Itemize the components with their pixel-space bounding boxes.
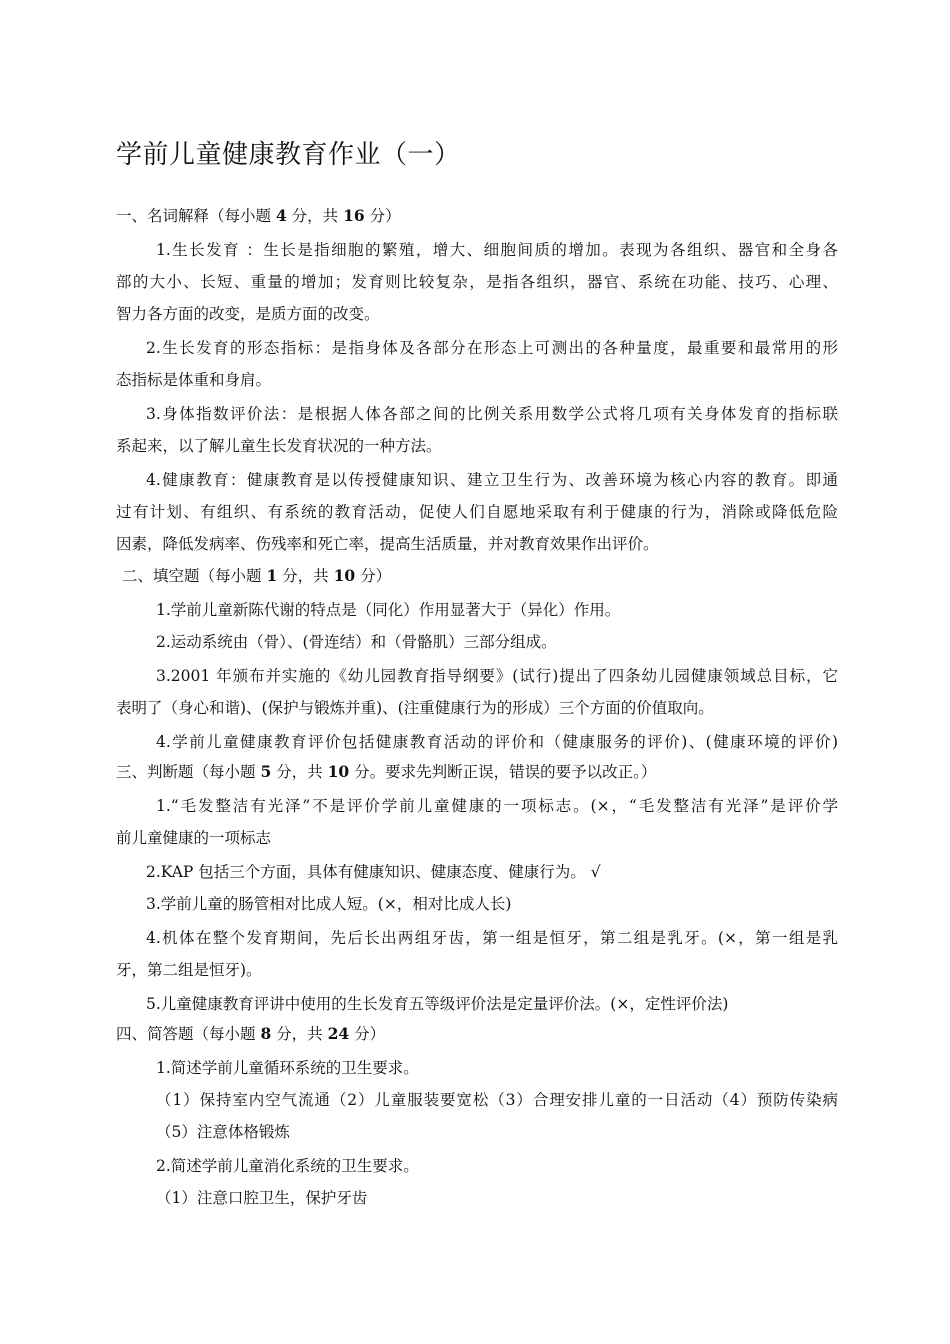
section-heading: 一、名词解释（每小题 4 分，共 16 分） (116, 206, 401, 225)
paragraph-line: 系起来，以了解儿童生长发育状况的一种方法。 (116, 437, 442, 455)
paragraph-line: 4.学前儿童健康教育评价包括健康教育活动的评价和（健康服务的评价)、(健康环境的评价) (156, 733, 838, 751)
paragraph-line: 部的大小、长短、重量的增加；发育则比较复杂，是指各组织，器官、系统在功能、技巧、心理、 (116, 273, 838, 291)
paragraph-line: 1.“毛发整洁有光泽”不是评价学前儿童健康的一项标志。(×，“毛发整洁有光泽”是评价学 (156, 797, 838, 815)
section-heading: 二、填空题（每小题 1 分，共 10 分） (122, 566, 392, 585)
paragraph-line: 4.健康教育：健康教育是以传授健康知识、建立卫生行为、改善环境为核心内容的教育。即通 (146, 471, 838, 489)
paragraph-line: 2.简述学前儿童消化系统的卫生要求。 (156, 1157, 419, 1175)
paragraph-line: 表明了（身心和谐)、(保护与锻炼并重)、(注重健康行为的形成）三个方面的价值取向。 (116, 699, 714, 717)
paragraph-line: （5）注意体格锻炼 (156, 1123, 290, 1141)
section-heading: 四、简答题（每小题 8 分，共 24 分） (116, 1024, 386, 1043)
paragraph-line: 3.身体指数评价法：是根据人体各部之间的比例关系用数学公式将几项有关身体发育的指标联 (146, 405, 838, 423)
paragraph-line: 因素，降低发病率、伤残率和死亡率，提高生活质量，并对教育效果作出评价。 (116, 535, 659, 553)
paragraph-line: 2.生长发育的形态指标：是指身体及各部分在形态上可测出的各种量度，最重要和最常用的形 (146, 339, 838, 357)
paragraph-line: 3.学前儿童的肠管相对比成人短。(×，相对比成人长) (146, 895, 512, 913)
paragraph-line: 2.运动系统由（骨）、(骨连结）和（骨骼肌）三部分组成。 (156, 633, 557, 651)
section-heading: 三、判断题（每小题 5 分，共 10 分。要求先判断正误，错误的要予以改正。） (116, 762, 657, 781)
paragraph-line: 前儿童健康的一项标志 (116, 829, 272, 847)
paragraph-line: 4.机体在整个发育期间，先后长出两组牙齿，第一组是恒牙，第二组是乳牙。(×，第一组是乳 (146, 929, 838, 947)
paragraph-line: 3.2001 年颁布并实施的《幼儿园教育指导纲要》(试行)提出了四条幼儿园健康领域总目标，它 (156, 667, 838, 685)
paragraph-line: 1.学前儿童新陈代谢的特点是（同化）作用显著大于（异化）作用。 (156, 601, 621, 619)
paragraph-line: 过有计划、有组织、有系统的教育活动，促使人们自愿地采取有利于健康的行为，消除或降低危险 (116, 503, 838, 521)
paragraph-line: 2.KAP 包括三个方面，具体有健康知识、健康态度、健康行为。 √ (146, 863, 601, 881)
paragraph-line: 智力各方面的改变，是质方面的改变。 (116, 305, 380, 323)
document-title: 学前儿童健康教育作业（一） (116, 140, 461, 170)
paragraph-line: 牙，第二组是恒牙)。 (116, 961, 262, 979)
paragraph-line: （1）保持室内空气流通（2）儿童服装要宽松（3）合理安排儿童的一日活动（4）预防传染病 (156, 1091, 838, 1109)
paragraph-line: 5.儿童健康教育评讲中使用的生长发育五等级评价法是定量评价法。(×，定性评价法) (146, 995, 729, 1013)
paragraph-line: 态指标是体重和身肩。 (116, 371, 272, 389)
paragraph-line: 1.简述学前儿童循环系统的卫生要求。 (156, 1059, 419, 1077)
paragraph-line: 1.生长发育 ：生长是指细胞的繁殖，增大、细胞间质的增加。表现为各组织、器官和全身各 (156, 241, 838, 259)
paragraph-line: （1）注意口腔卫生，保护牙齿 (156, 1189, 368, 1207)
